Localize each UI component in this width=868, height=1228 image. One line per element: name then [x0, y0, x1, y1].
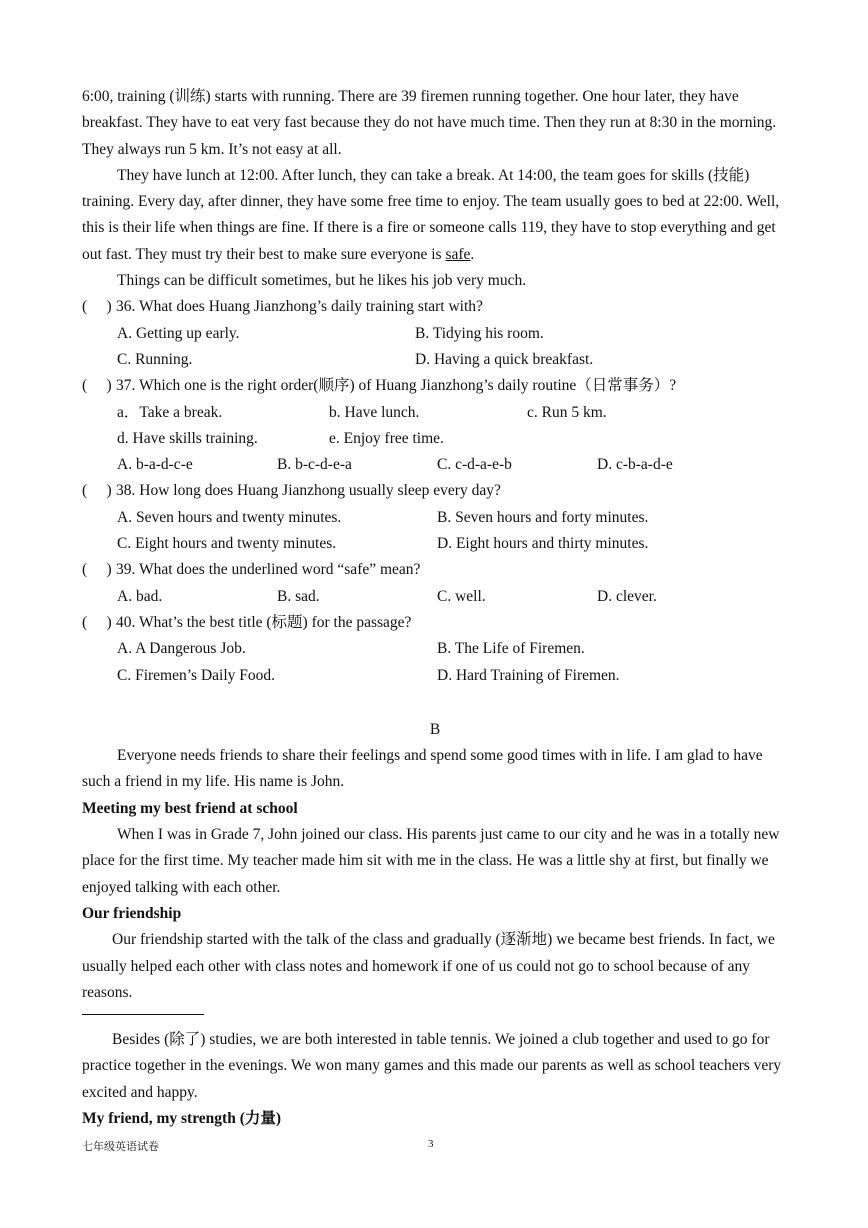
item-b: b. Have lunch.: [329, 403, 420, 421]
option-a: A. bad.: [117, 587, 163, 605]
question-40-options-row-2: [82, 663, 788, 689]
question-40: [82, 610, 788, 636]
option-b: B. b-c-d-e-a: [277, 456, 352, 474]
option-b: B. Seven hours and forty minutes.: [437, 508, 649, 526]
question-38-options-row-1: [82, 505, 788, 531]
heading-meeting-best-friend: Meeting my best friend at school: [82, 799, 298, 817]
item-a: a．Take a break.: [117, 403, 223, 421]
option-c: C. well.: [437, 587, 486, 605]
question-text: 36. What does Huang Jianzhong’s daily training start with?: [116, 298, 483, 316]
option-c: C. c-d-a-e-b: [437, 456, 512, 474]
option-d: D. c-b-a-d-e: [597, 456, 673, 474]
option-c: C. Eight hours and twenty minutes.: [117, 535, 337, 553]
question-text: 40. What’s the best title (标题) for the passage?: [116, 613, 412, 631]
answer-blank[interactable]: ( ): [82, 613, 112, 631]
question-38: [82, 478, 788, 504]
question-38-options-row-2: [82, 531, 788, 557]
option-b: B. sad.: [277, 587, 320, 605]
option-a: A. Getting up early.: [117, 324, 240, 342]
option-a: A. A Dangerous Job.: [117, 640, 246, 658]
underlined-word-safe: safe: [445, 245, 471, 263]
option-a: A. Seven hours and twenty minutes.: [117, 508, 342, 526]
question-text: 39. What does the underlined word “safe” mean?: [116, 561, 421, 579]
section-label-b: B: [429, 720, 441, 738]
passage-b-intro: Everyone needs friends to share their feelings and spend some good times with in life. I am glad to have such a friend in my life. His name is John.: [82, 747, 763, 791]
question-40-options-row-1: [82, 636, 788, 662]
answer-blank[interactable]: ( ): [82, 561, 112, 579]
item-c: c. Run 5 km.: [527, 403, 607, 421]
passage-b-paragraph-2: Our friendship started with the talk of the class and gradually (逐渐地) we became best friends. In fact, we usually helped each other with class notes and homework if one of us could not go to school because of any reasons.: [82, 931, 775, 1001]
option-b: B. Tidying his room.: [415, 324, 544, 342]
answer-blank[interactable]: ( ): [82, 377, 112, 395]
item-d: d. Have skills training.: [117, 429, 258, 447]
heading-my-friend-my-strength: My friend, my strength (力量): [82, 1109, 282, 1127]
option-d: D. Having a quick breakfast.: [415, 350, 594, 368]
footnote-divider: [82, 1014, 204, 1015]
question-text: 38. How long does Huang Jianzhong usually sleep every day?: [116, 482, 501, 500]
answer-blank[interactable]: ( ): [82, 298, 112, 316]
option-c: C. Running.: [117, 350, 193, 368]
question-39: [82, 557, 788, 583]
question-36-options-row-2: [82, 347, 788, 373]
item-e: e. Enjoy free time.: [329, 429, 444, 447]
question-36: [82, 294, 788, 320]
passage-b-paragraph-3: Besides (除了) studies, we are both interested in table tennis. We joined a club together and used to go for practice together in the evenings. We won many games and this made our parents as well as school teachers very excited and happy.: [82, 1031, 782, 1101]
option-d: D. clever.: [597, 587, 657, 605]
passage-a-paragraph-2: They have lunch at 12:00. After lunch, they can take a break. At 14:00, the team goes for skills (技能) training. Every day, after dinner, they have some free time to enjoy. The team usually goes to bed at 22:00. Well, this is their life when things are fine. If there is a fire or someone calls 119, they have to stop everything and get out fast. They must try their best to make sure everyone is safe.: [82, 166, 780, 263]
page-number: 3: [428, 1138, 434, 1150]
exam-page: [82, 84, 788, 1132]
question-37: [82, 373, 788, 399]
option-d: D. Hard Training of Firemen.: [437, 666, 620, 684]
footer-exam-title: 七年级英语试卷: [82, 1141, 159, 1153]
passage-a-paragraph-3: Things can be difficult sometimes, but he likes his job very much.: [117, 272, 527, 290]
option-c: C. Firemen’s Daily Food.: [117, 666, 276, 684]
heading-our-friendship: Our friendship: [82, 904, 182, 922]
answer-blank[interactable]: ( ): [82, 482, 112, 500]
question-37-options: [82, 452, 788, 478]
passage-b-paragraph-1: When I was in Grade 7, John joined our class. His parents just came to our city and he was in a totally new place for the first time. My teacher made him sit with me in the class. He was a little shy at first, but finally we enjoyed talking with each other.: [82, 826, 780, 896]
question-36-options-row-1: [82, 321, 788, 347]
question-37-items-row-2: [82, 426, 788, 452]
option-b: B. The Life of Firemen.: [437, 640, 585, 658]
question-text: 37. Which one is the right order(顺序) of Huang Jianzhong’s daily routine（日常事务）?: [116, 377, 677, 395]
option-a: A. b-a-d-c-e: [117, 456, 193, 474]
passage-a-paragraph-1: 6:00, training (训练) starts with running. There are 39 firemen running together. One hour later, they have breakfast. They have to eat very fast because they do not have much time. Then they run at 8:30 in the morning. They always run 5 km. It’s not easy at all.: [82, 88, 777, 158]
question-37-items-row-1: [82, 400, 788, 426]
question-39-options: [82, 584, 788, 610]
option-d: D. Eight hours and thirty minutes.: [437, 535, 649, 553]
